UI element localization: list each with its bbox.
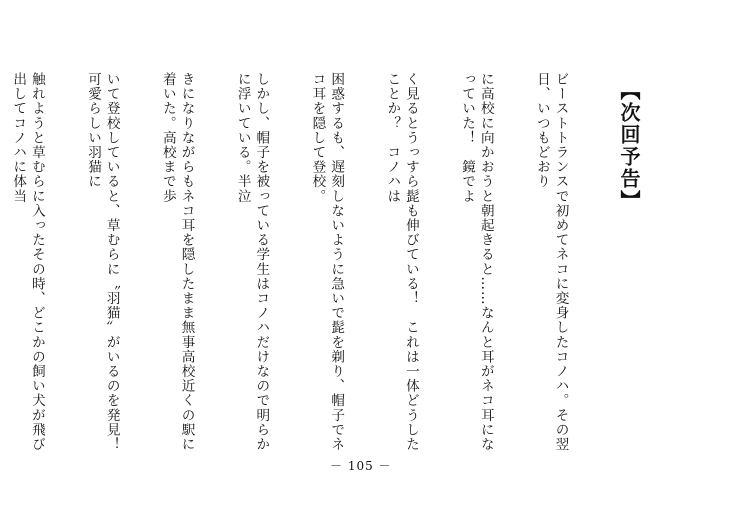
text-line: に高校に向かおうと朝起きると……なんと耳がネコ耳になっていた！ 鏡でよ <box>459 72 494 452</box>
text-line: いて登校していると、草むらに〝羽猫〟がいるのを発見！ 可愛らしい羽猫に <box>85 72 120 467</box>
text-line: く見るとうっすら髭も伸びている！ これは一体どうしたことか？ コノハは <box>384 72 419 452</box>
text-line: ビーストトランスで初めてネコに変身したコノハ。その翌日、いつもどおり <box>533 72 569 452</box>
page-number: － 105 － <box>330 459 392 473</box>
section-heading: 【次回予告】 <box>617 80 641 212</box>
text-line: しかし、帽子を被っている学生はコノハだけなので明らかに浮いている。半泣 <box>234 72 270 452</box>
text-line: 困惑するも、遅刻しないように急いで髭を剃り、帽子でネコ耳を隠して登校。 <box>309 72 345 452</box>
text-line: 触れようと草むらに入ったその時、どこかの飼い犬が飛び出してコノハに体当 <box>10 72 45 452</box>
text-line: きになりながらもネコ耳を隠したまま無事高校近くの駅に着いた。高校まで歩 <box>159 72 195 452</box>
